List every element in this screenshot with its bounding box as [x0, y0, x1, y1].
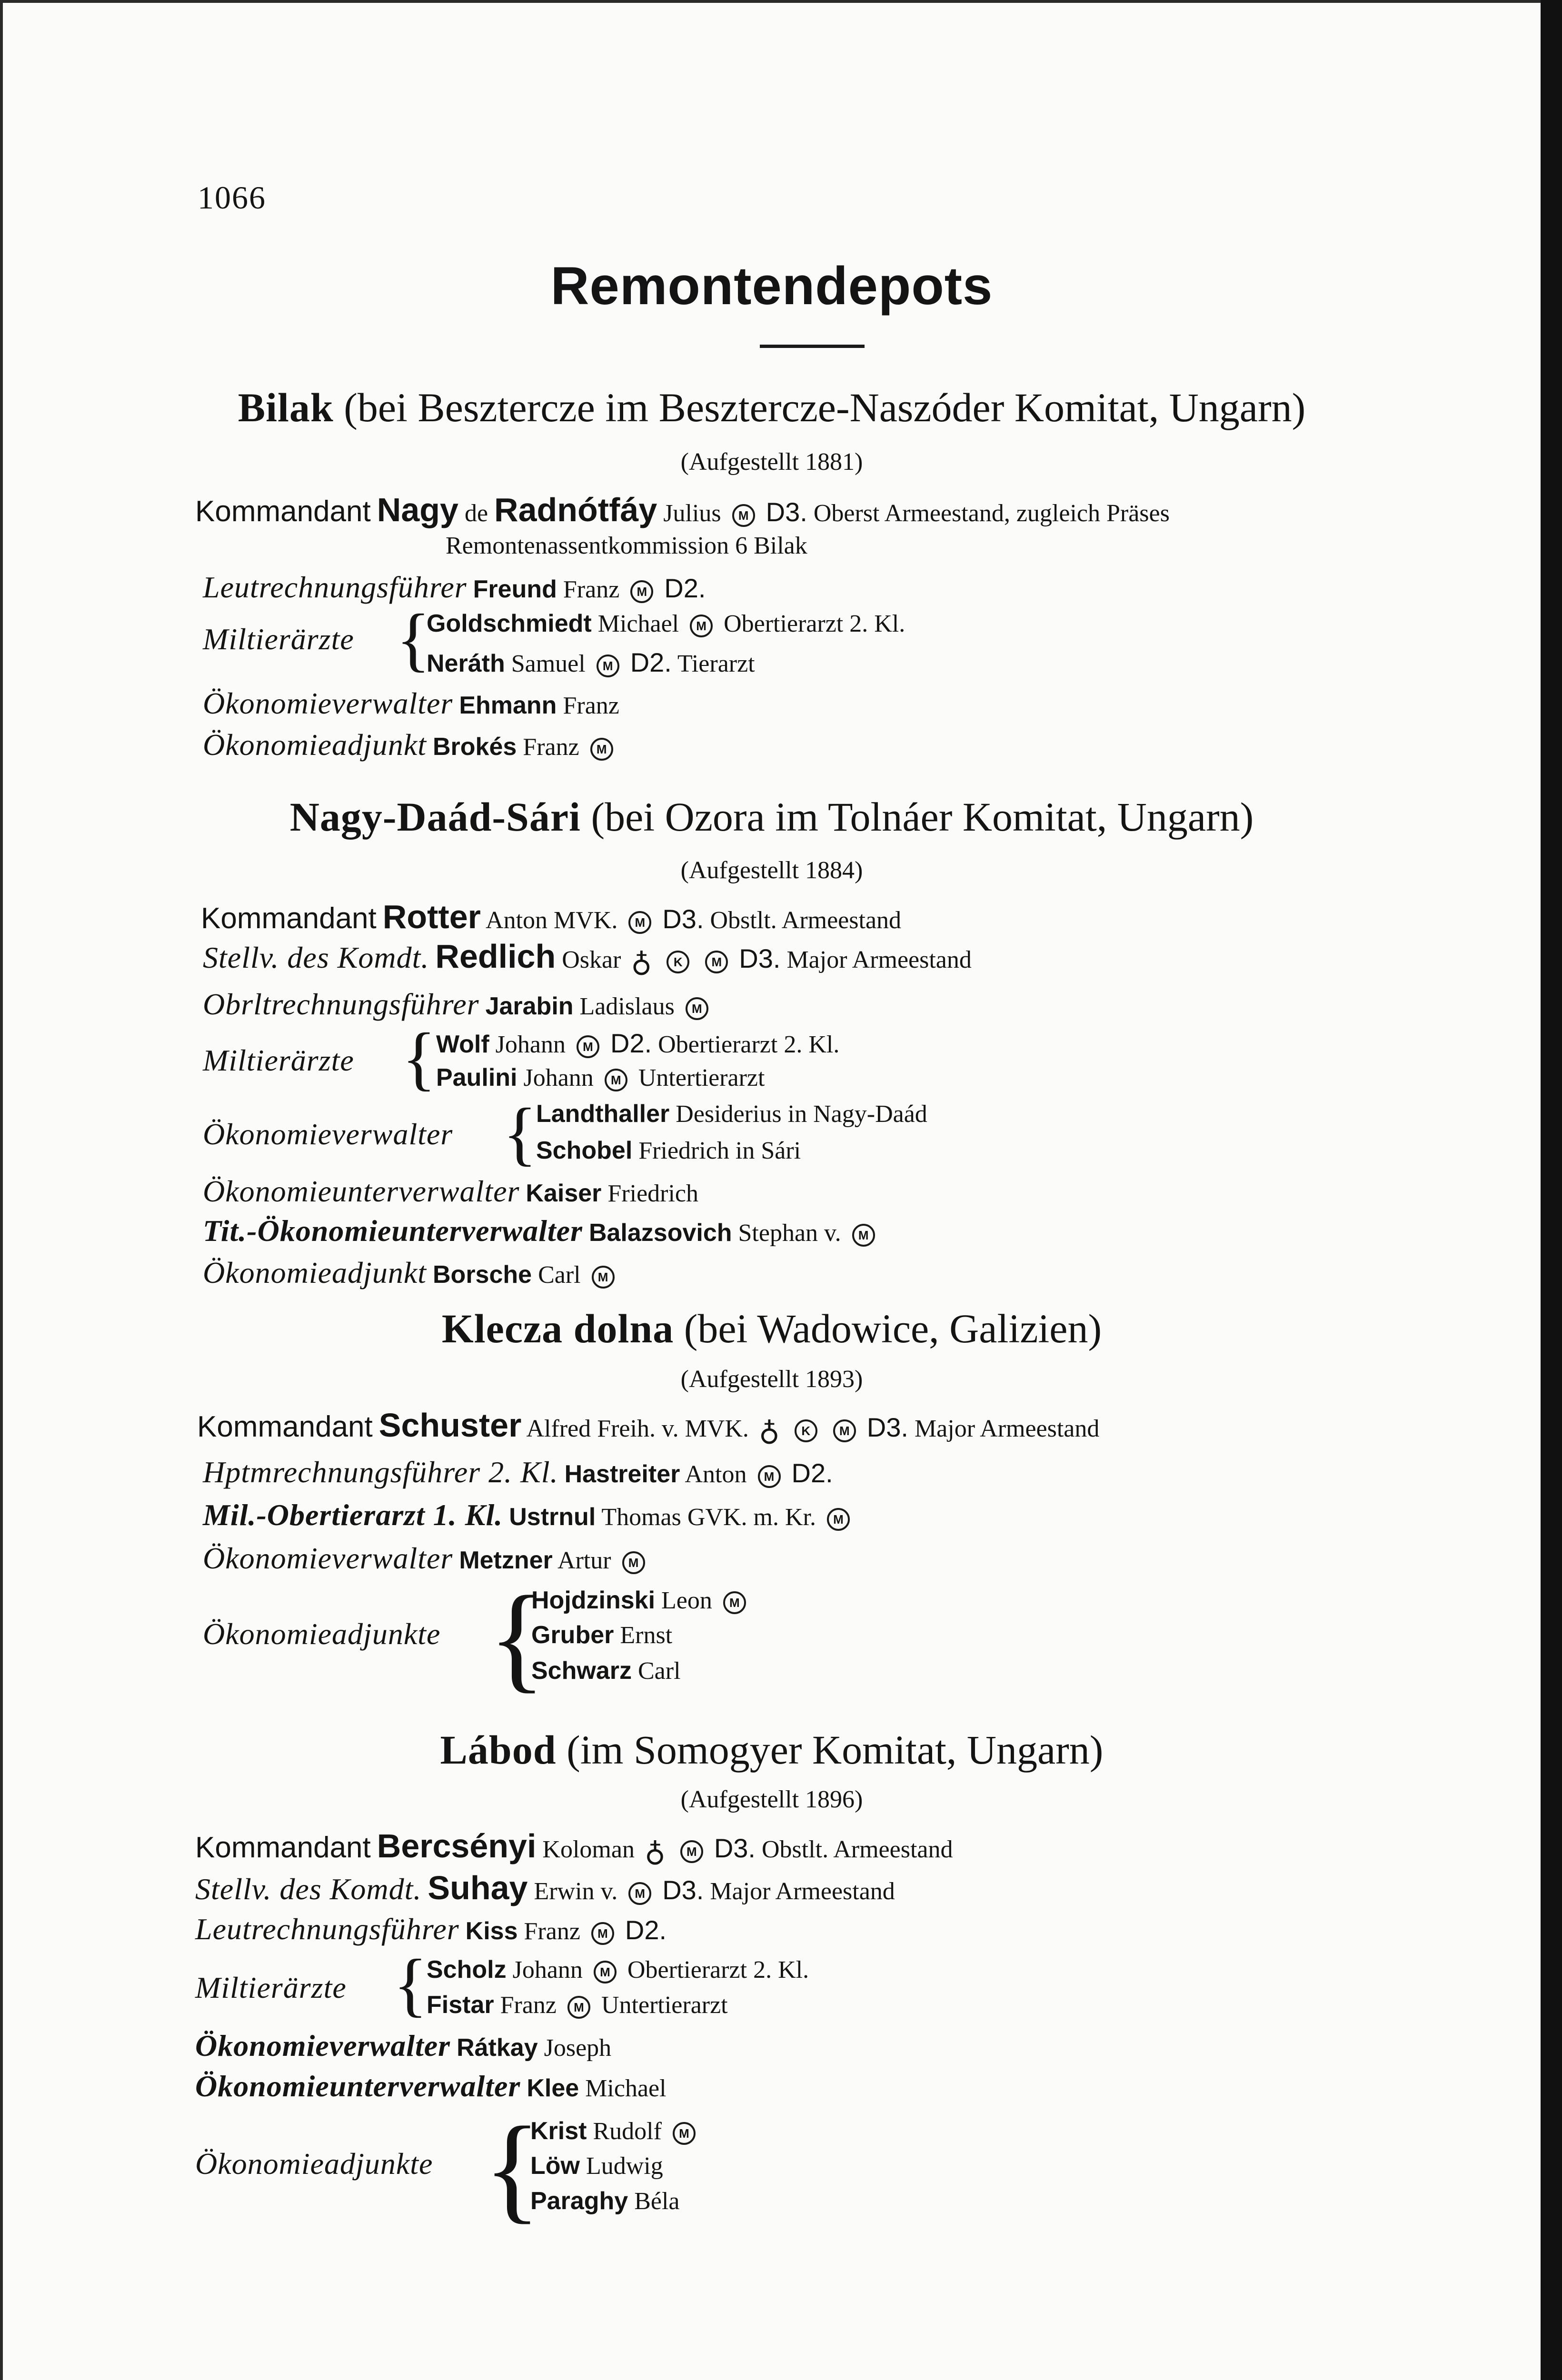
entry-line: Goldschmiedt Michael M Obertierarzt 2. Kl.	[427, 610, 905, 637]
order-cross-icon: ♁	[644, 1836, 666, 1868]
section-heading-klecza-dolna: Klecza dolna (bei Wadowice, Galizien)	[441, 1306, 1102, 1351]
merit-medal-icon: M	[591, 1922, 614, 1945]
entry-line: Kommandant Nagy de Radnótfáy Julius M D3. Oberst Armeestand, zugleich Präses	[195, 491, 1170, 528]
entry-line: Schwarz Carl	[531, 1657, 681, 1685]
brace-icon: {	[484, 2102, 541, 2234]
merit-medal-icon: M	[673, 2122, 696, 2145]
merit-medal-icon: M	[628, 1882, 651, 1905]
entry-role: Miltierärzte	[203, 1043, 354, 1077]
entry-line: Schobel Friedrich in Sári	[536, 1137, 801, 1164]
brace-icon: {	[402, 1019, 436, 1098]
entry-role: Miltierärzte	[195, 1971, 347, 2004]
section-heading-labod: Lábod (im Somogyer Komitat, Ungarn)	[440, 1727, 1104, 1773]
merit-medal-icon: M	[686, 997, 708, 1020]
entry-line: Ökonomieadjunkt Brokés Franz M	[203, 730, 618, 761]
entry-role: Ökonomieadjunkte	[203, 1617, 441, 1651]
entry-line: Fistar Franz M Untertierarzt	[427, 1991, 728, 2019]
entry-line: Ökonomieadjunkt Borsche Carl M	[203, 1258, 619, 1289]
section-heading-nagy-daad-sari: Nagy-Daád-Sári (bei Ozora im Tolnáer Komitat, Ungarn)	[289, 794, 1254, 840]
entry-line: Landthaller Desiderius in Nagy-Daád	[536, 1100, 927, 1128]
entry-line: Ökonomieverwalter Metzner Artur M	[203, 1543, 650, 1574]
merit-medal-icon: M	[594, 1961, 617, 1983]
entry-line: Mil.-Obertierarzt 1. Kl. Ustrnul Thomas GVK. m. Kr. M	[203, 1500, 855, 1531]
page-number: 1066	[198, 179, 266, 216]
entry-continuation: Remontenassentkommission 6 Bilak	[446, 532, 807, 559]
entry-line: Ökonomieverwalter Ehmann Franz	[203, 686, 619, 720]
brace-icon: {	[488, 1572, 546, 1704]
entry-line: Krist Rudolf M	[530, 2119, 700, 2145]
entry-line: Paraghy Béla	[530, 2187, 680, 2215]
entry-line: Ökonomieunterverwalter Klee Michael	[195, 2069, 667, 2103]
merit-medal-icon: M	[590, 738, 613, 761]
entry-line: Wolf Johann M D2. Obertierarzt 2. Kl.	[436, 1028, 840, 1058]
entry-line: Kommandant Rotter Anton MVK. M D3. Obstlt. Armeestand	[201, 898, 902, 935]
merit-medal-icon: M	[852, 1224, 875, 1247]
merit-medal-icon: M	[622, 1551, 645, 1574]
order-cross-icon: ♁	[631, 946, 652, 978]
entry-line: Hptmrechnungsführer 2. Kl. Hastreiter Anton M D2.	[203, 1455, 833, 1489]
entry-role: Ökonomieverwalter	[203, 1117, 453, 1151]
entry-line: Stellv. des Komdt. Redlich Oskar ♁ K M D3. Major Armeestand	[203, 938, 972, 978]
section-established: (Aufgestellt 1893)	[680, 1366, 863, 1393]
page-title: Remontendepots	[550, 256, 993, 316]
merit-medal-icon: M	[690, 615, 713, 637]
brace-icon: {	[393, 1945, 428, 2024]
entry-line: Ökonomieunterverwalter Kaiser Friedrich	[203, 1174, 699, 1208]
entry-line: Kommandant Schuster Alfred Freih. v. MVK. ♁ K M D3. Major Armeestand	[197, 1407, 1100, 1447]
merit-medal-icon: M	[567, 1996, 590, 2019]
entry-line: Gruber Ernst	[531, 1621, 673, 1649]
merit-medal-icon: M	[605, 1069, 627, 1091]
merit-medal-icon: M	[723, 1591, 746, 1614]
merit-medal-icon: M	[628, 911, 651, 934]
document-page	[3, 3, 1541, 2380]
entry-line: Kommandant Bercsényi Koloman ♁ M D3. Obstlt. Armeestand	[195, 1827, 953, 1868]
title-rule	[760, 345, 865, 348]
merit-medal-icon: M	[833, 1419, 856, 1442]
war-cross-icon: K	[667, 951, 689, 973]
entry-line: Paulini Johann M Untertierarzt	[436, 1064, 765, 1091]
merit-medal-icon: M	[597, 654, 619, 677]
order-cross-icon: ♁	[758, 1415, 780, 1447]
section-established: (Aufgestellt 1881)	[680, 448, 863, 476]
merit-medal-icon: M	[680, 1840, 703, 1863]
merit-medal-icon: M	[577, 1035, 599, 1058]
merit-medal-icon: M	[592, 1266, 615, 1289]
entry-line: Leutrechnungsführer Freund Franz M D2.	[203, 570, 706, 604]
merit-medal-icon: M	[705, 951, 728, 973]
section-established: (Aufgestellt 1896)	[680, 1786, 863, 1813]
entry-line: Scholz Johann M Obertierarzt 2. Kl.	[427, 1956, 809, 1983]
brace-icon: {	[396, 600, 430, 679]
entry-line: Löw Ludwig	[530, 2152, 663, 2180]
entry-line: Obrltrechnungsführer Jarabin Ladislaus M	[203, 989, 713, 1020]
entry-role: Ökonomieadjunkte	[195, 2147, 433, 2181]
section-heading-bilak: Bilak (bei Besztercze im Besztercze-Naszóder Komitat, Ungarn)	[238, 385, 1306, 430]
section-established: (Aufgestellt 1884)	[680, 857, 863, 884]
brace-icon: {	[503, 1094, 537, 1173]
merit-medal-icon: M	[758, 1465, 781, 1488]
war-cross-icon: K	[795, 1419, 817, 1442]
entry-line: Stellv. des Komdt. Suhay Erwin v. M D3. Major Armeestand	[195, 1869, 895, 1906]
merit-medal-icon: M	[827, 1508, 850, 1531]
entry-line: Hojdzinski Leon M	[531, 1588, 751, 1614]
entry-role: Miltierärzte	[203, 622, 354, 656]
entry-line: Neráth Samuel M D2. Tierarzt	[427, 647, 755, 677]
entry-line: Tit.-Ökonomieunterverwalter Balazsovich Stephan v. M	[203, 1216, 880, 1247]
scan-edge	[1541, 0, 1562, 2380]
entry-line: Ökonomieverwalter Rátkay Joseph	[195, 2029, 612, 2063]
entry-line: Leutrechnungsführer Kiss Franz M D2.	[195, 1912, 667, 1946]
merit-medal-icon: M	[732, 504, 755, 527]
merit-medal-icon: M	[630, 580, 653, 603]
